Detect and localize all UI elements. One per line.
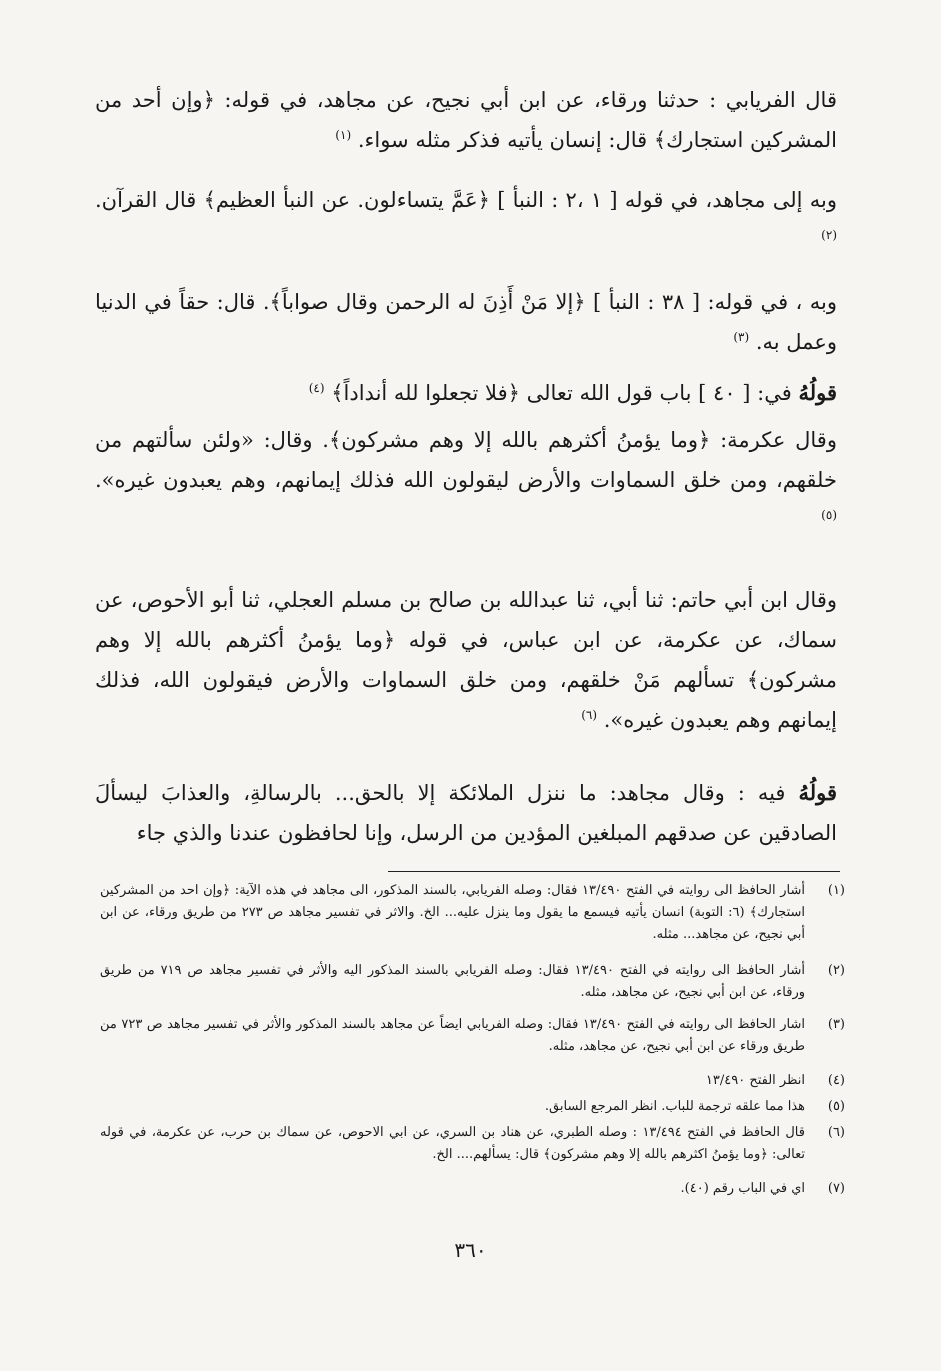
paragraph-text: وبه ، في قوله: [ ٣٨ : النبأ ] ﴿إلا مَنْ أَذِنَ له الرحمن وقال صواباً﴾. قال: حقاً في الدنيا وعمل به. (95, 290, 837, 354)
heading-text: في: [ ٤٠ ] باب قول الله تعالى ﴿فلا تجعلوا لله أنداداً﴾ (331, 381, 799, 405)
page-number: ٣٦٠ (454, 1238, 487, 1262)
footnote-marker: (٢) (821, 228, 837, 242)
footnote-number: (١) (827, 883, 845, 898)
footnote-marker: (٥) (821, 508, 837, 522)
heading-lead: قولُهُ (798, 380, 837, 405)
footnote-number: (٤) (827, 1073, 845, 1088)
footnote-text: اشار الحافظ الى روايته في الفتح ١٣/٤٩٠ فقال: وصله الفريابي ايضاً عن مجاهد بالسند المذكور والأثر في تفسير مجاهد ص ٧٢٣ من طريق ورقاء عن ابن أبي نجيح، عن مجاهد، مثله. (100, 1017, 805, 1054)
footnote-6 (100, 1122, 845, 1166)
paragraph-5 (95, 420, 837, 540)
footnote-number: (٧) (827, 1181, 845, 1196)
paragraph-text: وقال عكرمة: ﴿وما يؤمنُ أكثرهم بالله إلا وهم مشركون﴾. وقال: «ولئن سألتهم من خلقهم، ومن خلق السماوات والأرض ليقولون الله فذلك إيمانهم، وهم يعبدون غيره». (95, 428, 837, 492)
footnote-text: انظر الفتح ١٣/٤٩٠ (705, 1073, 805, 1088)
footnote-5 (100, 1096, 845, 1118)
footnote-text: أشار الحافظ الى روايته في الفتح ١٣/٤٩٠ فقال: وصله الفريابي بالسند المذكور اليه والأثر في تفسير مجاهد ص ٧١٩ من طريق ورقاء، عن ابن أبي نجيح، عن مجاهد، مثله. (100, 963, 806, 1000)
paragraph-1 (95, 80, 837, 160)
footnote-text: اي في الباب رقم (٤٠). (680, 1181, 805, 1196)
footnote-7 (100, 1178, 845, 1200)
footnote-number: (٣) (827, 1017, 845, 1032)
footnote-divider (388, 871, 840, 872)
footnote-number: (٦) (827, 1125, 845, 1140)
footnote-text: هذا مما علقه ترجمة للباب. انظر المرجع السابق. (544, 1099, 805, 1114)
footnote-number: (٥) (827, 1099, 845, 1114)
footnote-marker: (٣) (733, 330, 750, 344)
footnote-2 (100, 960, 845, 1004)
paragraph-3 (95, 282, 837, 362)
heading-lead: قولُهُ (798, 780, 837, 805)
paragraph-text: قال الفريابي : حدثنا ورقاء، عن ابن أبي نجيح، عن مجاهد، في قوله: ﴿وإن أحد من المشركين استجارك﴾ قال: إنسان يأتيه فذكر مثله سواء. (95, 88, 837, 152)
footnote-marker: (١) (335, 128, 352, 142)
paragraph-7 (95, 773, 837, 853)
footnote-text: قال الحافظ في الفتح ١٣/٤٩٤ : وصله الطبري، عن هناد بن السري، عن ابي الاحوص، عن سماك بن حرب، عن عكرمة، في قوله تعالى: ﴿وما يؤمنُ اكثرهم بالله إلا وهم مشركون﴾ قال: يسألهم.... الخ. (100, 1125, 805, 1162)
footnote-1 (100, 880, 845, 946)
footnote-marker: (٦) (581, 708, 598, 722)
paragraph-text: فيه : وقال مجاهد: ما ننزل الملائكة إلا بالحق... بالرسالةِ، والعذابَ ليسألَ الصادقين عن صدقهم المبلغين المؤدين من الرسل، وإنا لحافظون عندنا والذي جاء (95, 781, 837, 845)
footnote-number: (٢) (827, 963, 845, 978)
footnote-4 (100, 1070, 845, 1092)
paragraph-text: وبه إلى مجاهد، في قوله [ ١ ،٢ : النبأ ] ﴿عَمَّ يتساءلون. عن النبأ العظيم﴾ قال القرآن. (95, 188, 837, 212)
paragraph-6 (95, 580, 837, 740)
paragraph-2 (95, 180, 837, 260)
paragraph-text: وقال ابن أبي حاتم: ثنا أبي، ثنا عبدالله بن صالح بن مسلم العجلي، ثنا أبو الأحوص، عن سماك، عن عكرمة، عن ابن عباس، في قوله ﴿وما يؤمنُ أكثرهم بالله إلا وهم مشركون﴾ تسألهم مَنْ خلقهم، ومن خلق السماوات والأرض فيقولون الله، فذلك إيمانهم وهم يعبدون غيره». (95, 588, 837, 732)
footnote-text: أشار الحافظ الى روايته في الفتح ١٣/٤٩٠ فقال: وصله الفريابي، بالسند المذكور، الى مجاهد في هذه الآية: ﴿وإن احد من المشركين استجارك﴾ (٦: التوبة) انسان يأتيه فيسمع ما يقول وما ينزل عليه... الخ. والاثر في تفسير مجاهد ص ٢٧٣ من طريق ورقاء، عن ابن أبي نجيح، عن مجاهد... مثله. (100, 883, 806, 942)
section-heading-40 (95, 373, 837, 413)
footnote-marker: (٤) (308, 381, 325, 395)
footnote-3 (100, 1014, 845, 1058)
